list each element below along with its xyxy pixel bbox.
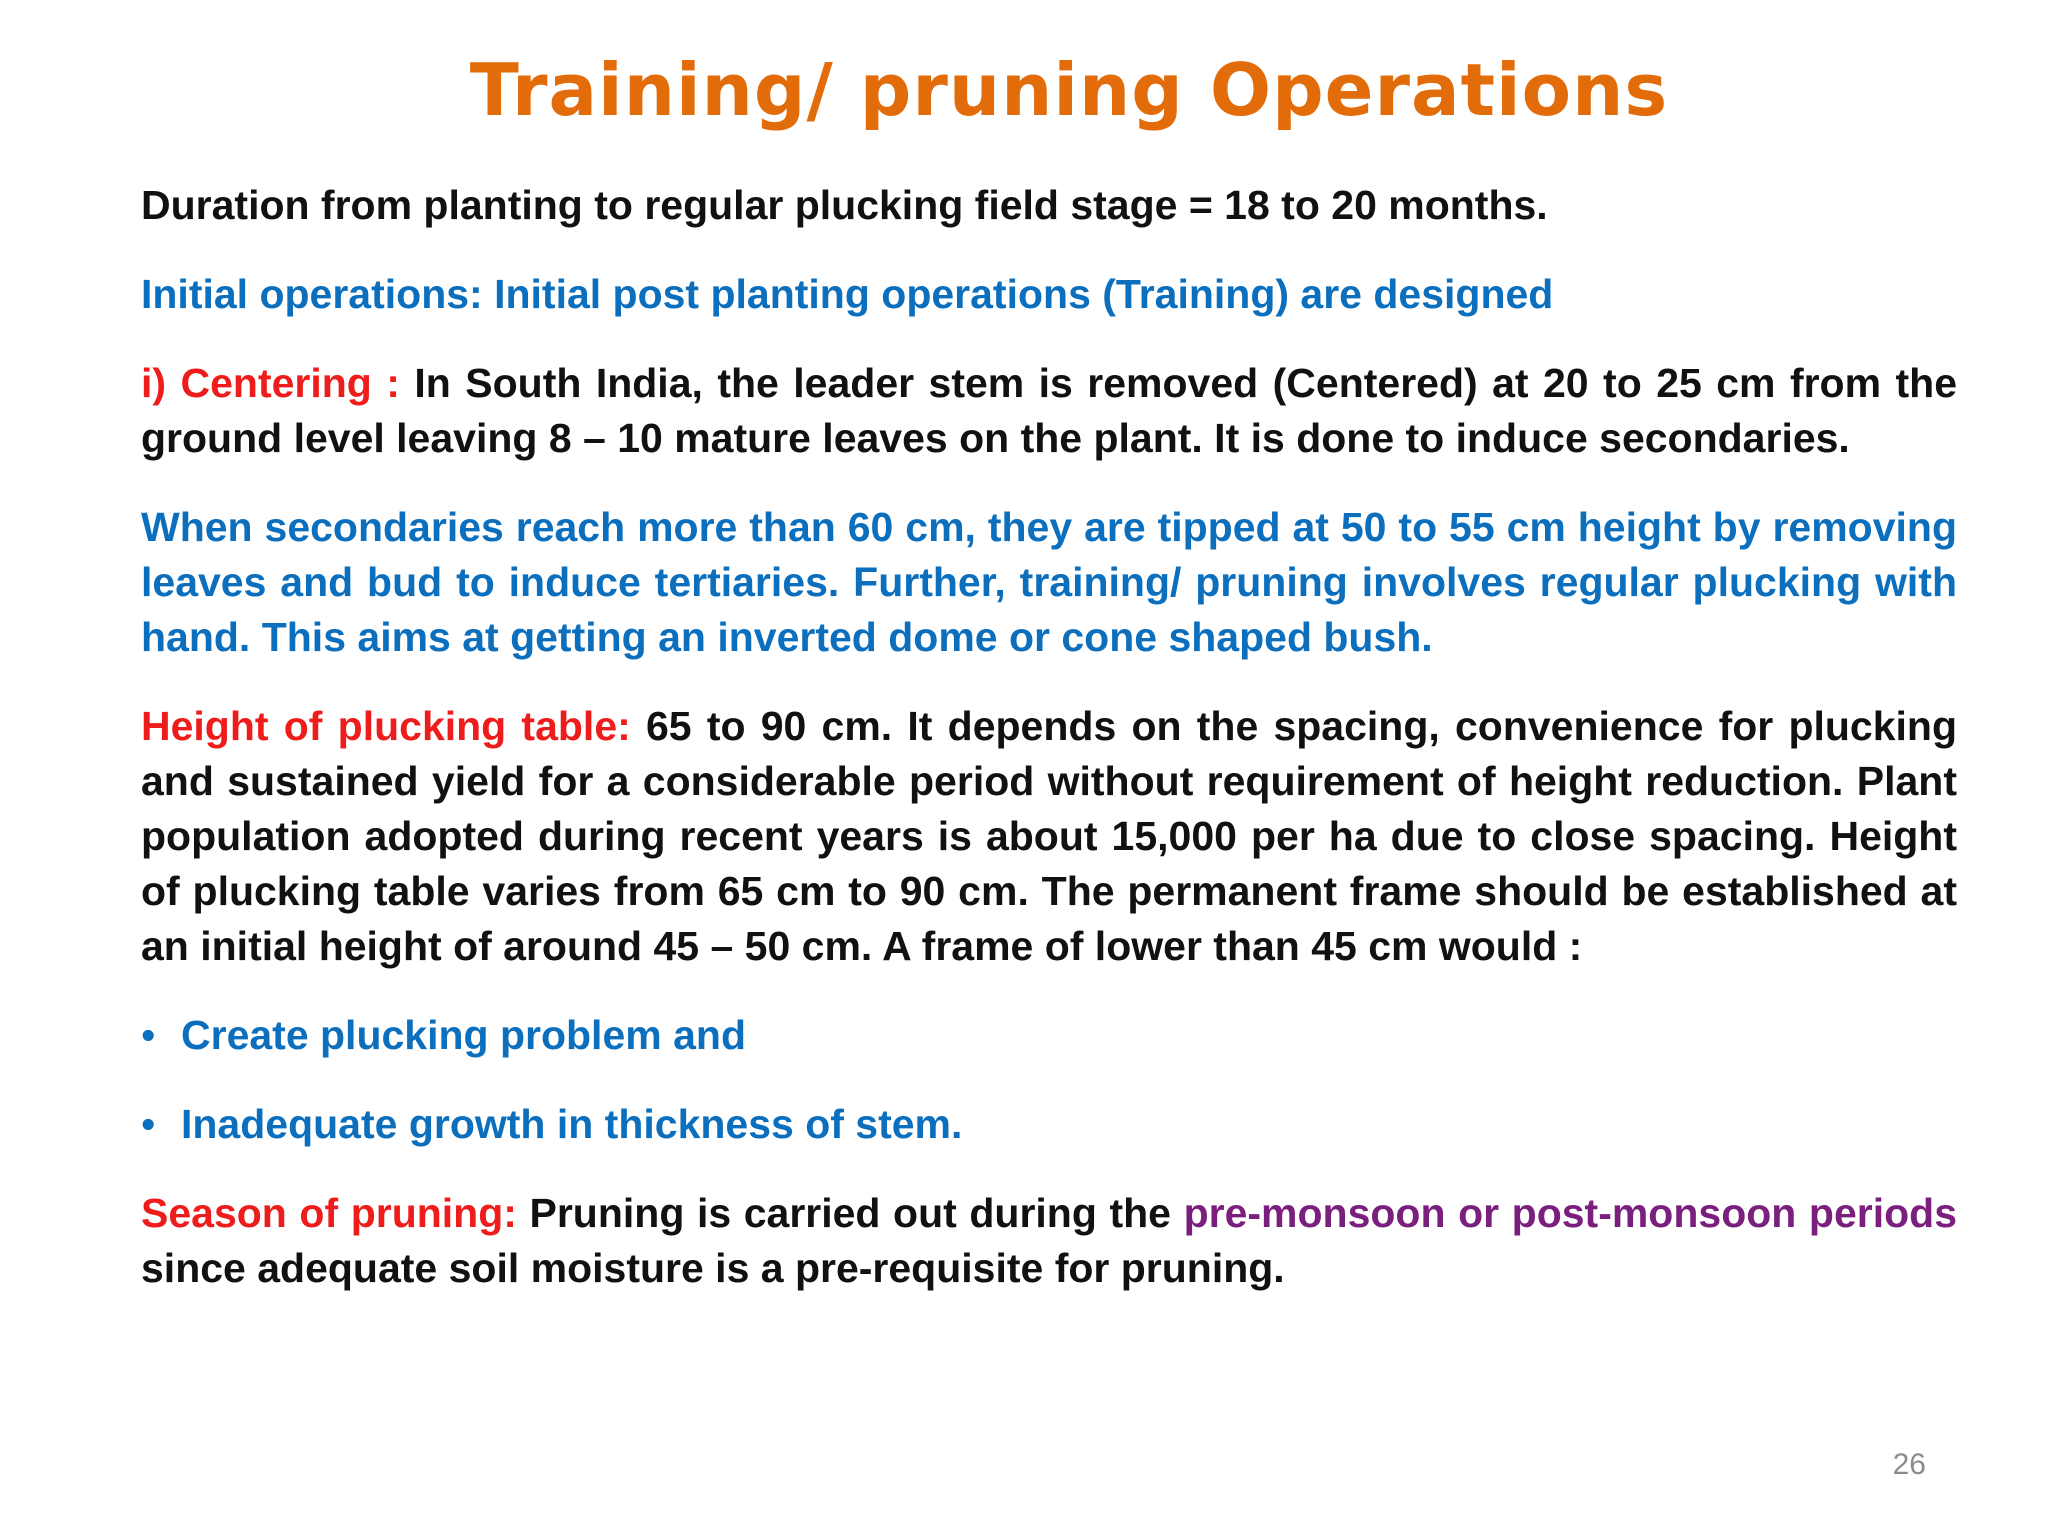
season-text-before: Pruning is carried out during the — [516, 1190, 1184, 1236]
plucking-table-label: Height of plucking table: — [141, 703, 631, 749]
bullet-list — [141, 1008, 1957, 1152]
bullet-item — [141, 1008, 1957, 1063]
season-paragraph — [141, 1186, 1957, 1296]
bullet-item — [141, 1097, 1957, 1152]
season-label: Season of pruning: — [141, 1190, 517, 1236]
bullet-text: Inadequate growth in thickness of stem. — [181, 1101, 963, 1147]
plucking-table-paragraph — [141, 699, 1957, 974]
season-highlight: pre-monsoon or post-monsoon periods — [1183, 1190, 1957, 1236]
slide-title: Training/ pruning Operations — [469, 48, 1669, 132]
plucking-table-text: 65 to 90 cm. It depends on the spacing, convenience for plucking and sustained yield for a considerable period without requirement of height reduction. Plant population adopted during recent years is about 15,000 per ha due to close spacing. Height of plucking table varies from 65 cm to 90 cm. The permanent frame should be established at an initial height of around 45 – 50 cm. A frame of lower than 45 cm would : — [141, 703, 1958, 969]
centering-paragraph — [141, 356, 1957, 466]
bullet-text: Create plucking problem and — [181, 1012, 746, 1058]
centering-label: i) Centering : — [141, 360, 415, 406]
centering-text: In South India, the leader stem is removed (Centered) at 20 to 25 cm from the ground level leaving 8 – 10 mature leaves on the plant. It is done to induce secondaries. — [141, 360, 1957, 461]
slide-content — [141, 178, 1957, 1330]
secondaries-paragraph: When secondaries reach more than 60 cm, they are tipped at 50 to 55 cm height by removing leaves and bud to induce tertiaries. Further, training/ pruning involves regular plucking with hand. This aims at getting an inverted dome or cone shaped bush. — [141, 504, 1957, 660]
page-number: 26 — [1892, 1448, 1926, 1481]
bullet-icon: • — [141, 1101, 156, 1147]
duration-paragraph: Duration from planting to regular plucking field stage = 18 to 20 months. — [141, 182, 1548, 228]
bullet-icon: • — [141, 1012, 156, 1058]
initial-operations-paragraph: Initial operations: Initial post planting operations (Training) are designed — [141, 271, 1554, 317]
season-text-after: since adequate soil moisture is a pre-requisite for pruning. — [141, 1245, 1285, 1291]
